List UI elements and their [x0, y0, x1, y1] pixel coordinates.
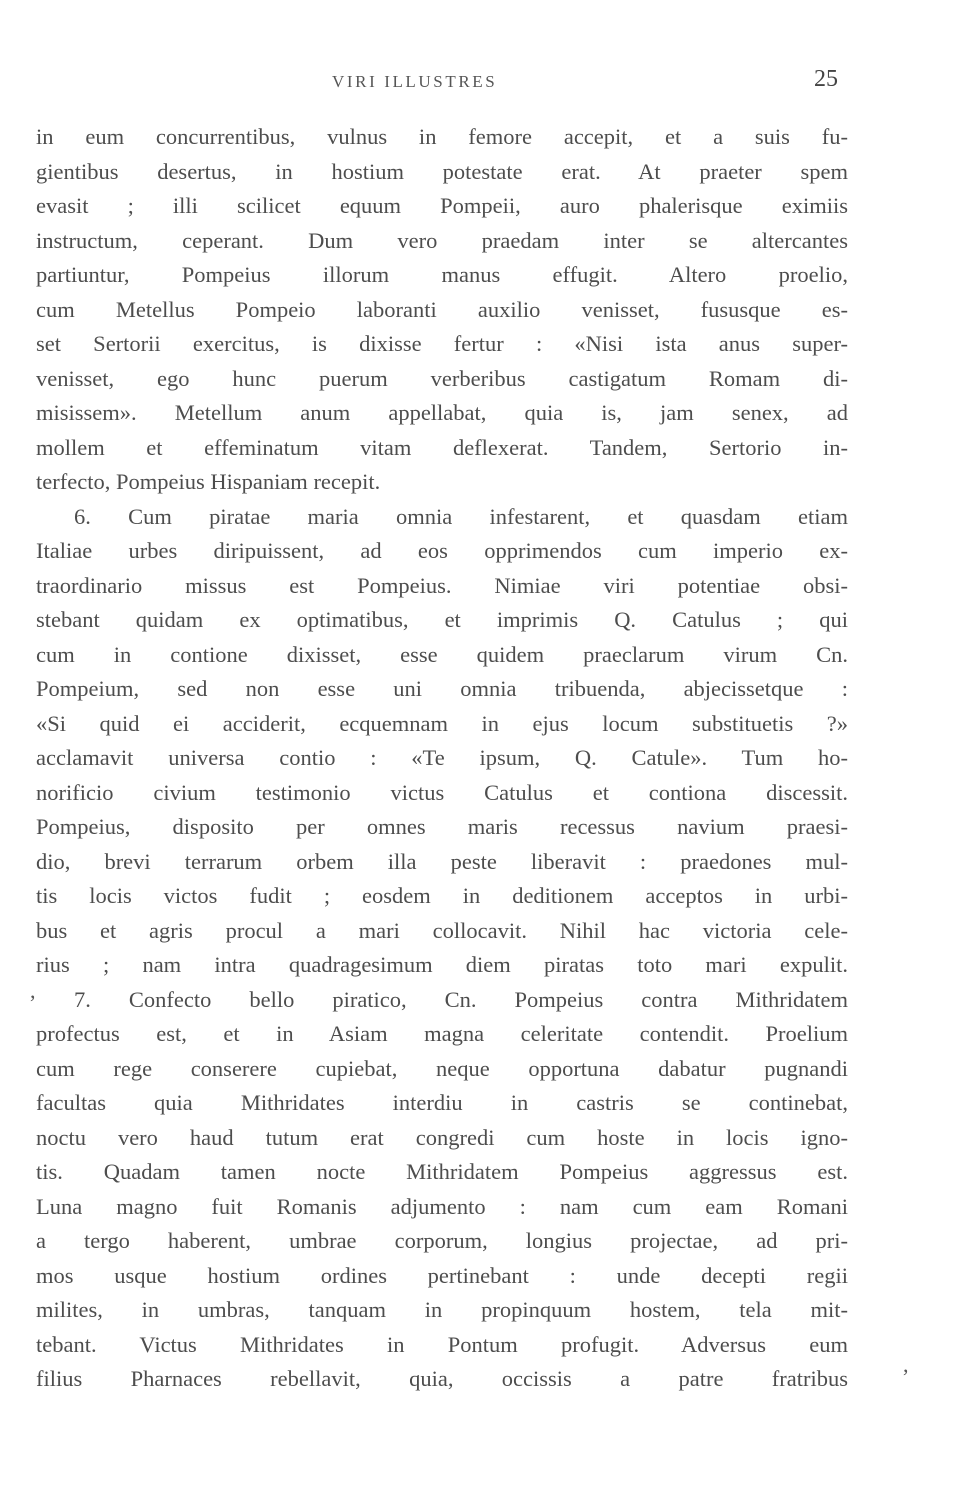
text-line: facultas quia Mithridates interdiu in castris se continebat,	[36, 1090, 848, 1115]
paragraph-start-line: 6. Cum piratae maria omnia infestarent, et quasdam etiam	[74, 503, 848, 529]
text-line: dio, brevi terrarum orbem illa peste liberavit : praedones mul-	[36, 848, 848, 874]
text-line: cum rege conserere cupiebat, neque opportuna dabatur pugnandi	[36, 1055, 848, 1081]
text-line: mollem et effeminatum vitam deflexerat. Tandem, Sertorio in-	[36, 434, 848, 460]
running-head	[0, 66, 970, 96]
text-line: profectus est, et in Asiam magna celeritate contendit. Proelium	[36, 1021, 848, 1046]
paragraph-start-line: 7. Confecto bello piratico, Cn. Pompeius contra Mithridatem	[74, 986, 848, 1012]
text-line: rius ; nam intra quadragesimum diem piratas toto mari expulit.	[36, 952, 848, 977]
stray-ink-mark: ,	[903, 1352, 909, 1377]
text-line: noctu vero haud tutum erat congredi cum hoste in locis igno-	[36, 1124, 848, 1150]
text-line: a tergo haberent, umbrae corporum, longius projectae, ad pri-	[36, 1228, 848, 1253]
text-line: cum Metellus Pompeio laboranti auxilio venisset, fususque es-	[36, 296, 848, 322]
text-line: tebant. Victus Mithridates in Pontum profugit. Adversus eum	[36, 1331, 848, 1357]
running-title: VIRI ILLUSTRES	[332, 72, 498, 91]
text-line: milites, in umbras, tanquam in propinquum hostem, tela mit-	[36, 1297, 848, 1322]
text-line: tis locis victos fudit ; eosdem in deditionem acceptos in urbi-	[36, 883, 848, 908]
text-line: mos usque hostium ordines pertinebant : unde decepti regii	[36, 1262, 848, 1288]
text-line: gientibus desertus, in hostium potestate erat. At praeter spem	[36, 158, 848, 184]
text-line: cum in contione dixisset, esse quidem praeclarum virum Cn.	[36, 641, 848, 667]
text-line: norificio civium testimonio victus Catulus et contiona discessit.	[36, 779, 848, 805]
text-line: Italiae urbes diripuissent, ad eos opprimendos cum imperio ex-	[36, 538, 848, 563]
stray-ink-mark: ,	[30, 978, 36, 1003]
text-line: acclamavit universa contio : «Te ipsum, Q. Catule». Tum ho-	[36, 745, 848, 770]
text-line: in eum concurrentibus, vulnus in femore accepit, et a suis fu-	[36, 124, 848, 149]
text-line: «Si quid ei acciderit, ecquemnam in ejus locum substituetis ?»	[36, 710, 848, 736]
text-line: stebant quidam ex optimatibus, et imprimis Q. Catulus ; qui	[36, 607, 848, 632]
text-line: filius Pharnaces rebellavit, quia, occissis a patre fratribus	[36, 1366, 848, 1391]
text-line: venisset, ego hunc puerum verberibus castigatum Romam di-	[36, 365, 848, 391]
page-number: 25	[814, 66, 838, 92]
text-line: Pompeius, disposito per omnes maris recessus navium praesi-	[36, 814, 848, 839]
text-line: Luna magno fuit Romanis adjumento : nam cum eam Romani	[36, 1193, 848, 1219]
text-line: misissem». Metellum anum appellabat, quia is, jam senex, ad	[36, 400, 848, 425]
text-line: Pompeium, sed non esse uni omnia tribuenda, abjecissetque :	[36, 676, 848, 701]
text-line: partiuntur, Pompeius illorum manus effugit. Altero proelio,	[36, 262, 848, 287]
body-text	[36, 120, 848, 1397]
text-line: bus et agris procul a mari collocavit. Nihil hac victoria cele-	[36, 917, 848, 943]
text-line: terfecto, Pompeius Hispaniam recepit.	[36, 469, 381, 494]
text-line: instructum, ceperant. Dum vero praedam inter se altercantes	[36, 227, 848, 253]
text-line: tis. Quadam tamen nocte Mithridatem Pompeius aggressus est.	[36, 1159, 848, 1184]
text-line: set Sertorii exercitus, is dixisse fertur : «Nisi ista anus super-	[36, 331, 848, 356]
text-line: evasit ; illi scilicet equum Pompeii, auro phalerisque eximiis	[36, 193, 848, 218]
text-line: traordinario missus est Pompeius. Nimiae viri potentiae obsi-	[36, 572, 848, 598]
